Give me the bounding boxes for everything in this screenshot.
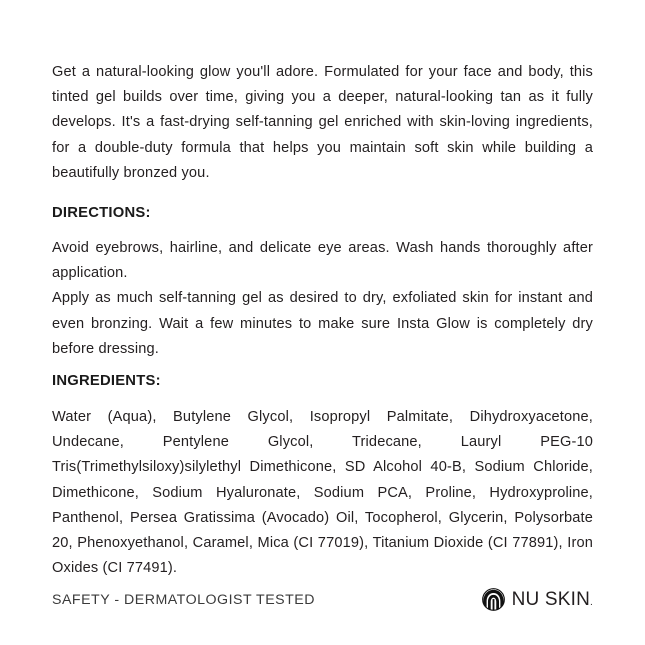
brand-registered-symbol: . — [590, 597, 593, 608]
nu-skin-emblem-icon — [482, 588, 505, 611]
directions-paragraph-2: Apply as much self-tanning gel as desired to dry, exfoliated skin for instant and even bronzing. Wait a few minutes to make sure Insta Glow is completely dry before dressing. — [52, 290, 593, 357]
ingredients-list: Water (Aqua), Butylene Glycol, Isopropyl Palmitate, Dihydroxyacetone, Undecane, Pentylene Glycol, Tridecane, Lauryl PEG-10 Tris(Trimethylsiloxy)silylethyl Dimethicone, SD Alcohol 40-B, Sodium Chloride, Dimethicone, Sodium Hyaluronate, Sodium PCA, Proline, Hydroxyproline, Panthenol, Persea Gratissima (Avocado) Oil, Tocopherol, Glycerin, Polysorbate 20, Phenoxyethanol, Caramel, Mica (CI 77019), Titanium Dioxide (CI 77891), Iron Oxides (CI 77491). — [52, 409, 593, 577]
brand-name-text: NU SKIN — [511, 589, 591, 610]
safety-statement: SAFETY - DERMATOLOGIST TESTED — [52, 591, 316, 608]
directions-body — [52, 236, 593, 362]
brand-wordmark — [512, 590, 593, 609]
directions-section — [52, 203, 593, 362]
ingredients-body — [52, 405, 593, 581]
ingredients-section — [52, 371, 593, 581]
directions-heading: DIRECTIONS: — [52, 205, 151, 221]
intro-paragraph: Get a natural-looking glow you'll adore. Formulated for your face and body, this tinted gel builds over time, giving you a deeper, natural-looking tan as it fully develops. It's a fast-drying self-tanning gel enriched with skin-loving ingredients, for a double-duty formula that helps you maintain soft skin while building a beautifully bronzed you. — [52, 64, 593, 181]
directions-paragraph-1: Avoid eyebrows, hairline, and delicate eye areas. Wash hands thoroughly after application. — [52, 240, 593, 282]
ingredients-heading: INGREDIENTS: — [52, 373, 161, 389]
footer — [52, 588, 593, 611]
intro-section — [52, 60, 593, 186]
brand-logo — [482, 588, 593, 611]
